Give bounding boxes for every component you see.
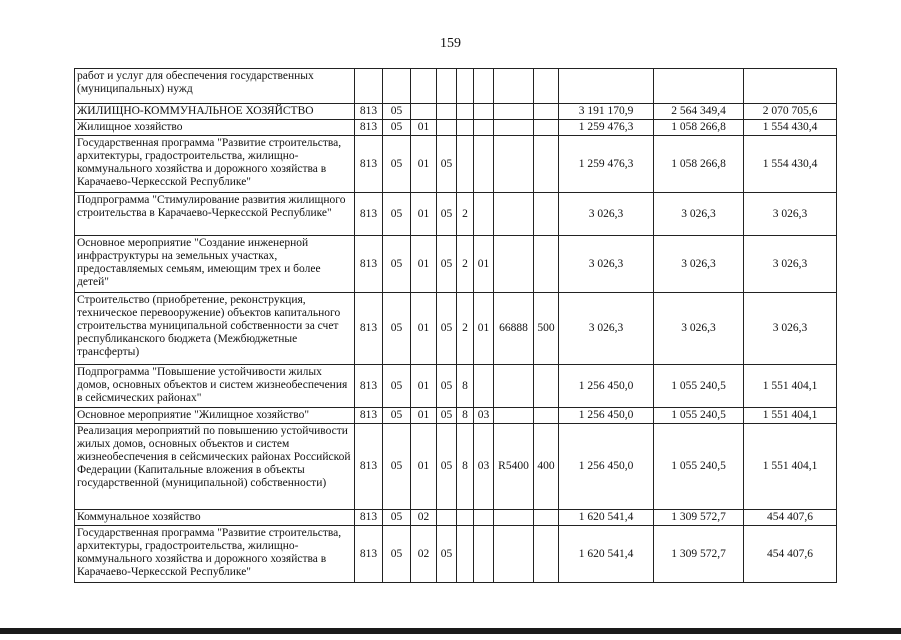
code-cs-subprogram: 2 — [457, 293, 474, 365]
code-cs-direction — [494, 365, 534, 408]
code-rz — [383, 69, 411, 104]
table-row — [75, 526, 837, 583]
value-year-1: 1 256 450,0 — [559, 365, 654, 408]
code-cs-program: 05 — [437, 293, 457, 365]
code-cs-event — [474, 120, 494, 136]
code-cs-event — [474, 510, 494, 526]
code-ved: 813 — [355, 526, 383, 583]
row-name: Государственная программа "Развитие строительства, архитектуры, градостроительства, жилищно-коммунального хозяйства и дорожного хозяйства в Карачаево-Черкесской Республике" — [75, 526, 355, 583]
code-rz: 05 — [383, 293, 411, 365]
value-year-3: 1 554 430,4 — [744, 120, 837, 136]
budget-table — [74, 68, 837, 583]
code-rz: 05 — [383, 510, 411, 526]
code-cs-event: 01 — [474, 236, 494, 293]
code-rz: 05 — [383, 104, 411, 120]
code-cs-direction — [494, 193, 534, 236]
value-year-1: 1 259 476,3 — [559, 120, 654, 136]
page-bottom-edge — [0, 628, 901, 634]
code-vr — [534, 120, 559, 136]
value-year-2: 1 058 266,8 — [654, 136, 744, 193]
value-year-3: 1 551 404,1 — [744, 365, 837, 408]
code-vr — [534, 193, 559, 236]
code-pr: 01 — [411, 236, 437, 293]
value-year-1: 3 026,3 — [559, 193, 654, 236]
code-cs-program: 05 — [437, 136, 457, 193]
row-name: Основное мероприятие "Жилищное хозяйство" — [75, 408, 355, 424]
code-vr — [534, 408, 559, 424]
table-row — [75, 424, 837, 510]
value-year-1: 3 026,3 — [559, 236, 654, 293]
table-row — [75, 408, 837, 424]
table-row — [75, 104, 837, 120]
code-cs-event: 03 — [474, 424, 494, 510]
value-year-3: 1 551 404,1 — [744, 408, 837, 424]
code-cs-program: 05 — [437, 193, 457, 236]
table-row — [75, 193, 837, 236]
code-cs-program — [437, 120, 457, 136]
code-pr: 02 — [411, 526, 437, 583]
value-year-2: 1 309 572,7 — [654, 510, 744, 526]
code-cs-direction — [494, 526, 534, 583]
value-year-3: 454 407,6 — [744, 526, 837, 583]
code-cs-direction: 66888 — [494, 293, 534, 365]
code-pr: 01 — [411, 193, 437, 236]
code-ved: 813 — [355, 120, 383, 136]
table-row — [75, 136, 837, 193]
code-cs-program: 05 — [437, 365, 457, 408]
code-cs-direction — [494, 136, 534, 193]
code-vr: 500 — [534, 293, 559, 365]
code-ved: 813 — [355, 408, 383, 424]
code-cs-subprogram — [457, 136, 474, 193]
code-ved: 813 — [355, 236, 383, 293]
row-name: Подпрограмма "Стимулирование развития жилищного строительства в Карачаево-Черкесской Республике" — [75, 193, 355, 236]
code-pr: 01 — [411, 365, 437, 408]
value-year-3: 3 026,3 — [744, 193, 837, 236]
code-rz: 05 — [383, 424, 411, 510]
code-cs-direction — [494, 69, 534, 104]
code-cs-subprogram: 8 — [457, 424, 474, 510]
code-pr — [411, 104, 437, 120]
value-year-1: 1 256 450,0 — [559, 408, 654, 424]
code-ved: 813 — [355, 293, 383, 365]
table-row — [75, 120, 837, 136]
row-name: Основное мероприятие "Создание инженерной инфраструктуры на земельных участках, предоставляемых семьям, имеющим трех и более детей" — [75, 236, 355, 293]
table-row — [75, 69, 837, 104]
code-ved: 813 — [355, 136, 383, 193]
value-year-3: 1 551 404,1 — [744, 424, 837, 510]
code-cs-event: 03 — [474, 408, 494, 424]
value-year-2: 1 058 266,8 — [654, 120, 744, 136]
code-pr: 01 — [411, 120, 437, 136]
value-year-3: 1 554 430,4 — [744, 136, 837, 193]
value-year-3: 3 026,3 — [744, 293, 837, 365]
code-cs-direction — [494, 104, 534, 120]
code-cs-program — [437, 69, 457, 104]
code-cs-subprogram: 8 — [457, 408, 474, 424]
code-cs-program: 05 — [437, 236, 457, 293]
code-rz: 05 — [383, 365, 411, 408]
row-name: Подпрограмма "Повышение устойчивости жилых домов, основных объектов и систем жизнеобеспечения в сейсмических районах" — [75, 365, 355, 408]
value-year-2: 1 309 572,7 — [654, 526, 744, 583]
code-cs-event — [474, 365, 494, 408]
value-year-1: 1 620 541,4 — [559, 510, 654, 526]
code-vr — [534, 69, 559, 104]
table-row — [75, 365, 837, 408]
code-cs-event — [474, 193, 494, 236]
value-year-2: 1 055 240,5 — [654, 408, 744, 424]
value-year-1: 1 620 541,4 — [559, 526, 654, 583]
code-vr — [534, 136, 559, 193]
code-cs-program — [437, 510, 457, 526]
code-vr: 400 — [534, 424, 559, 510]
value-year-2: 2 564 349,4 — [654, 104, 744, 120]
code-cs-subprogram — [457, 69, 474, 104]
code-cs-program: 05 — [437, 526, 457, 583]
code-cs-subprogram: 2 — [457, 236, 474, 293]
table-row — [75, 293, 837, 365]
value-year-2: 1 055 240,5 — [654, 424, 744, 510]
code-cs-direction: R5400 — [494, 424, 534, 510]
code-cs-direction — [494, 408, 534, 424]
row-name: работ и услуг для обеспечения государственных (муниципальных) нужд — [75, 69, 355, 104]
code-cs-subprogram — [457, 526, 474, 583]
code-ved: 813 — [355, 193, 383, 236]
code-cs-event — [474, 136, 494, 193]
code-ved — [355, 69, 383, 104]
code-rz: 05 — [383, 236, 411, 293]
row-name: ЖИЛИЩНО-КОММУНАЛЬНОЕ ХОЗЯЙСТВО — [75, 104, 355, 120]
code-cs-subprogram — [457, 510, 474, 526]
code-pr: 01 — [411, 424, 437, 510]
code-cs-direction — [494, 120, 534, 136]
value-year-2: 3 026,3 — [654, 293, 744, 365]
code-cs-direction — [494, 236, 534, 293]
code-cs-subprogram — [457, 104, 474, 120]
value-year-3: 3 026,3 — [744, 236, 837, 293]
value-year-1: 3 191 170,9 — [559, 104, 654, 120]
value-year-1: 1 256 450,0 — [559, 424, 654, 510]
row-name: Коммунальное хозяйство — [75, 510, 355, 526]
code-cs-event: 01 — [474, 293, 494, 365]
code-ved: 813 — [355, 104, 383, 120]
code-pr — [411, 69, 437, 104]
row-name: Реализация мероприятий по повышению устойчивости жилых домов, основных объектов и систем жизнеобеспечения в сейсмических районах Российской Федерации (Капитальные вложения в объекты государственной (муниципальной) собственности) — [75, 424, 355, 510]
code-rz: 05 — [383, 120, 411, 136]
code-rz: 05 — [383, 136, 411, 193]
code-cs-subprogram — [457, 120, 474, 136]
code-vr — [534, 365, 559, 408]
code-ved: 813 — [355, 424, 383, 510]
code-cs-program — [437, 104, 457, 120]
code-cs-event — [474, 526, 494, 583]
code-vr — [534, 236, 559, 293]
code-pr: 02 — [411, 510, 437, 526]
table-row — [75, 236, 837, 293]
code-pr: 01 — [411, 136, 437, 193]
value-year-2: 3 026,3 — [654, 193, 744, 236]
code-cs-direction — [494, 510, 534, 526]
page-number: 159 — [440, 36, 461, 51]
row-name: Жилищное хозяйство — [75, 120, 355, 136]
code-vr — [534, 526, 559, 583]
code-vr — [534, 510, 559, 526]
code-pr: 01 — [411, 293, 437, 365]
code-pr: 01 — [411, 408, 437, 424]
code-vr — [534, 104, 559, 120]
code-cs-event — [474, 69, 494, 104]
code-rz: 05 — [383, 526, 411, 583]
code-ved: 813 — [355, 365, 383, 408]
code-cs-subprogram: 2 — [457, 193, 474, 236]
row-name: Строительство (приобретение, реконструкция, техническое перевооружение) объектов капитального строительства муниципальной собственности за счет республиканского бюджета (Межбюджетные трансферты) — [75, 293, 355, 365]
code-ved: 813 — [355, 510, 383, 526]
code-cs-event — [474, 104, 494, 120]
row-name: Государственная программа "Развитие строительства, архитектуры, градостроительства, жилищно-коммунального хозяйства и дорожного хозяйства в Карачаево-Черкесской Республике" — [75, 136, 355, 193]
value-year-1 — [559, 69, 654, 104]
value-year-1: 1 259 476,3 — [559, 136, 654, 193]
value-year-3: 2 070 705,6 — [744, 104, 837, 120]
code-cs-program: 05 — [437, 408, 457, 424]
value-year-3 — [744, 69, 837, 104]
value-year-2: 1 055 240,5 — [654, 365, 744, 408]
value-year-3: 454 407,6 — [744, 510, 837, 526]
value-year-2: 3 026,3 — [654, 236, 744, 293]
table-row — [75, 510, 837, 526]
value-year-2 — [654, 69, 744, 104]
code-rz: 05 — [383, 408, 411, 424]
code-cs-subprogram: 8 — [457, 365, 474, 408]
code-rz: 05 — [383, 193, 411, 236]
code-cs-program: 05 — [437, 424, 457, 510]
value-year-1: 3 026,3 — [559, 293, 654, 365]
